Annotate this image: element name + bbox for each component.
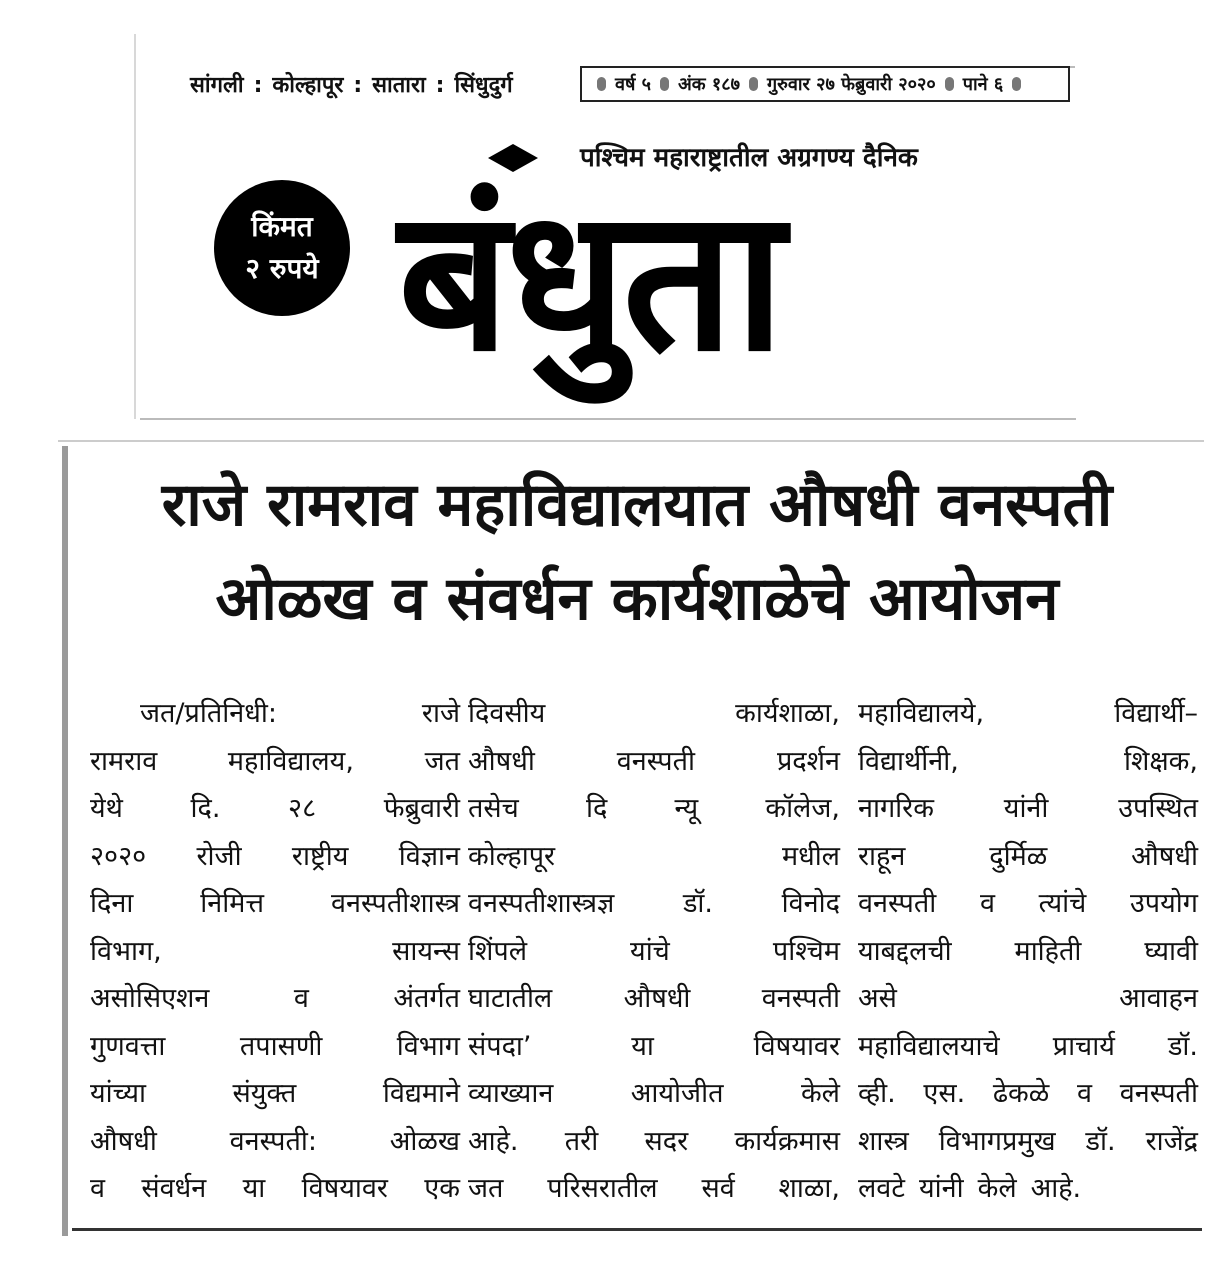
word: त्यांचे bbox=[1038, 888, 1087, 919]
word: २८ bbox=[288, 793, 317, 824]
word: विद्यार्थी– bbox=[1114, 698, 1198, 729]
word: असोसिएशन bbox=[90, 983, 210, 1014]
edition: सिंधुदुर्ग bbox=[454, 73, 513, 98]
word: औषधी bbox=[468, 745, 535, 777]
word: अंतर्गत bbox=[393, 983, 460, 1014]
word: एस. bbox=[923, 1078, 966, 1109]
word: औषधी bbox=[1131, 840, 1198, 872]
word: वनस्पती bbox=[761, 983, 840, 1014]
news-article bbox=[58, 440, 1204, 1240]
article-column-3 bbox=[858, 690, 1198, 1213]
newspaper-logo: बंधुता bbox=[398, 165, 781, 395]
bullet-icon bbox=[749, 77, 758, 91]
edition-separator: : bbox=[435, 73, 445, 98]
word: व bbox=[293, 983, 309, 1014]
word: केले bbox=[977, 1173, 1017, 1204]
word: विभाग bbox=[396, 1030, 460, 1062]
text-line bbox=[90, 785, 460, 833]
word: ओळख bbox=[389, 1125, 460, 1157]
text-line bbox=[858, 1070, 1198, 1118]
word: घ्यावी bbox=[1144, 935, 1198, 967]
word: न्यू bbox=[674, 793, 699, 824]
word: प्रदर्शन bbox=[776, 745, 840, 777]
word: नागरिक bbox=[858, 793, 934, 824]
word: यांनी bbox=[918, 1173, 964, 1204]
text-line bbox=[468, 1023, 840, 1071]
word: उपस्थित bbox=[1118, 793, 1198, 824]
word: सायन्स bbox=[392, 935, 460, 967]
word: वनस्पतीशास्त्र bbox=[331, 888, 460, 919]
word: प्राचार्य bbox=[1052, 1030, 1115, 1062]
word: डॉ. bbox=[1167, 1030, 1198, 1062]
word: जत bbox=[424, 745, 460, 777]
word: महाविद्यालय, bbox=[227, 745, 354, 777]
bullet-icon bbox=[597, 77, 606, 91]
text-line bbox=[468, 1070, 840, 1118]
text-line bbox=[90, 690, 460, 738]
word: संवर्धन bbox=[141, 1173, 207, 1204]
word: तसेच bbox=[468, 793, 519, 824]
text-line bbox=[858, 1165, 1198, 1213]
word: आहे. bbox=[468, 1125, 519, 1157]
word: राष्ट्रीय bbox=[291, 840, 349, 872]
word: दुर्मिळ bbox=[989, 840, 1048, 872]
text-line bbox=[858, 833, 1198, 881]
issue-info-box bbox=[580, 66, 1070, 102]
edition: सातारा bbox=[372, 73, 426, 98]
word: उपयोग bbox=[1130, 888, 1198, 919]
text-line bbox=[90, 1070, 460, 1118]
text-line bbox=[90, 928, 460, 976]
issue-date: गुरुवार २७ फेब्रुवारी २०२० bbox=[766, 74, 936, 95]
word: औषधी bbox=[623, 983, 691, 1014]
divider bbox=[72, 1228, 1202, 1231]
headline-line: राजे रामराव महाविद्यालयात औषधी वनस्पती bbox=[161, 470, 1113, 540]
word: विद्यार्थीनी, bbox=[858, 745, 959, 777]
text-line bbox=[858, 1023, 1198, 1071]
word: राहून bbox=[858, 840, 906, 872]
word: दि bbox=[585, 793, 608, 824]
word: तपासणी bbox=[239, 1030, 323, 1062]
word: या bbox=[631, 1030, 654, 1062]
word: मधील bbox=[781, 840, 840, 872]
word: व्याख्यान bbox=[468, 1078, 554, 1109]
word: माहिती bbox=[1014, 935, 1082, 967]
editions-line bbox=[190, 70, 513, 102]
text-line bbox=[858, 690, 1198, 738]
text-line bbox=[858, 880, 1198, 928]
text-line bbox=[90, 1165, 460, 1213]
text-line bbox=[90, 738, 460, 786]
headline-line: ओळख व संवर्धन कार्यशाळेचे आयोजन bbox=[215, 564, 1059, 634]
text-line bbox=[858, 928, 1198, 976]
edition-separator: : bbox=[253, 73, 263, 98]
word: डॉ. bbox=[682, 888, 713, 919]
edition: सांगली bbox=[190, 73, 244, 98]
bullet-icon bbox=[1012, 77, 1021, 91]
word: याबद्दलची bbox=[858, 935, 952, 967]
word: व bbox=[90, 1173, 106, 1204]
word: विभाग, bbox=[90, 935, 162, 967]
word: आयोजीत bbox=[630, 1078, 724, 1109]
word: सर्व bbox=[701, 1173, 735, 1204]
masthead bbox=[0, 0, 1224, 430]
word: दिवसीय bbox=[468, 698, 546, 729]
word: यांचे bbox=[630, 935, 670, 967]
word: येथे bbox=[90, 793, 123, 824]
word: राजे bbox=[421, 698, 460, 729]
word: संपदा’ bbox=[468, 1030, 532, 1062]
word: जत bbox=[468, 1173, 504, 1204]
word: वनस्पती bbox=[858, 888, 937, 919]
text-line bbox=[468, 1118, 840, 1166]
word: लवटे bbox=[858, 1173, 905, 1204]
word: औषधी bbox=[90, 1125, 157, 1157]
word: विषयावर bbox=[301, 1173, 388, 1204]
word: कोल्हापूर bbox=[468, 840, 556, 872]
word: तरी bbox=[564, 1125, 599, 1157]
edition: कोल्हापूर bbox=[272, 73, 344, 98]
word: संयुक्त bbox=[232, 1078, 297, 1109]
word: विनोद bbox=[781, 888, 840, 919]
word: सदर bbox=[644, 1125, 689, 1157]
word: असे bbox=[858, 983, 897, 1014]
bullet-icon bbox=[945, 77, 954, 91]
price-label: किंमत bbox=[251, 210, 313, 243]
word: यांनी bbox=[1003, 793, 1049, 824]
article-headline bbox=[82, 458, 1192, 646]
word: २०२० bbox=[90, 840, 147, 872]
word: व bbox=[979, 888, 995, 919]
text-line bbox=[468, 738, 840, 786]
word: विभागप्रमुख bbox=[938, 1125, 1056, 1157]
word: दि. bbox=[190, 793, 221, 824]
word: यांच्या bbox=[90, 1078, 146, 1109]
text-line bbox=[468, 975, 840, 1023]
word: वनस्पती bbox=[1119, 1078, 1198, 1109]
word: परिसरातील bbox=[547, 1173, 658, 1204]
article-column-1 bbox=[90, 690, 460, 1213]
text-line bbox=[468, 1165, 840, 1213]
word: आहे. bbox=[1030, 1173, 1082, 1204]
word: व्ही. bbox=[858, 1078, 896, 1109]
word: आवाहन bbox=[1119, 983, 1198, 1014]
text-line bbox=[468, 928, 840, 976]
word: ढेकळे bbox=[992, 1078, 1050, 1109]
text-line bbox=[858, 1118, 1198, 1166]
divider bbox=[140, 418, 1076, 420]
word: विषयावर bbox=[753, 1030, 840, 1062]
text-line bbox=[90, 1023, 460, 1071]
bullet-icon bbox=[660, 77, 669, 91]
divider bbox=[58, 440, 1204, 442]
text-line bbox=[468, 785, 840, 833]
word: वनस्पती bbox=[616, 745, 695, 777]
price-badge bbox=[214, 180, 350, 316]
word: शिंपले bbox=[468, 935, 527, 967]
word: राजेंद्र bbox=[1145, 1125, 1198, 1157]
word: व bbox=[1077, 1078, 1093, 1109]
word: वनस्पती: bbox=[229, 1125, 317, 1157]
word: वनस्पतीशास्त्रज्ञ bbox=[468, 888, 615, 919]
text-line bbox=[468, 880, 840, 928]
word: रोजी bbox=[196, 840, 242, 872]
column-rule bbox=[62, 446, 68, 1236]
word: विद्यमाने bbox=[382, 1078, 460, 1109]
word: जत/प्रतिनिधी: bbox=[140, 698, 277, 729]
word: शास्त्र bbox=[858, 1125, 909, 1157]
text-line bbox=[90, 833, 460, 881]
word: या bbox=[242, 1173, 266, 1204]
word: फेब्रुवारी bbox=[383, 793, 460, 824]
word: विज्ञान bbox=[398, 840, 460, 872]
text-line bbox=[90, 880, 460, 928]
word: दिना bbox=[90, 888, 134, 919]
word: गुणवत्ता bbox=[90, 1030, 166, 1062]
text-line bbox=[858, 785, 1198, 833]
word: पश्चिम bbox=[772, 935, 840, 967]
word: महाविद्यालये, bbox=[858, 698, 985, 729]
text-line bbox=[858, 975, 1198, 1023]
word: कार्यशाळा, bbox=[735, 698, 840, 729]
clipping-edge bbox=[134, 34, 136, 419]
issue-year: वर्ष ५ bbox=[615, 74, 652, 95]
edition-separator: : bbox=[353, 73, 363, 98]
word: एक bbox=[424, 1173, 460, 1204]
word: घाटातील bbox=[468, 983, 553, 1014]
price-value: २ रुपये bbox=[245, 252, 319, 285]
word: शिक्षक, bbox=[1123, 745, 1198, 777]
word: डॉ. bbox=[1085, 1125, 1116, 1157]
text-line bbox=[90, 1118, 460, 1166]
tagline: पश्चिम महाराष्ट्रातील अग्रगण्य दैनिक bbox=[580, 143, 918, 173]
word: रामराव bbox=[90, 745, 158, 777]
word: महाविद्यालयाचे bbox=[858, 1030, 1000, 1062]
article-column-2 bbox=[468, 690, 840, 1213]
text-line bbox=[858, 738, 1198, 786]
word: केले bbox=[800, 1078, 840, 1109]
word: शाळा, bbox=[778, 1173, 840, 1204]
word: निमित्त bbox=[200, 888, 265, 919]
page-count: पाने ६ bbox=[962, 74, 1004, 95]
text-line bbox=[468, 690, 840, 738]
issue-number: अंक १८७ bbox=[678, 74, 740, 95]
text-line bbox=[468, 833, 840, 881]
text-line bbox=[90, 975, 460, 1023]
word: कॉलेज, bbox=[765, 793, 840, 824]
word: कार्यक्रमास bbox=[734, 1125, 840, 1157]
